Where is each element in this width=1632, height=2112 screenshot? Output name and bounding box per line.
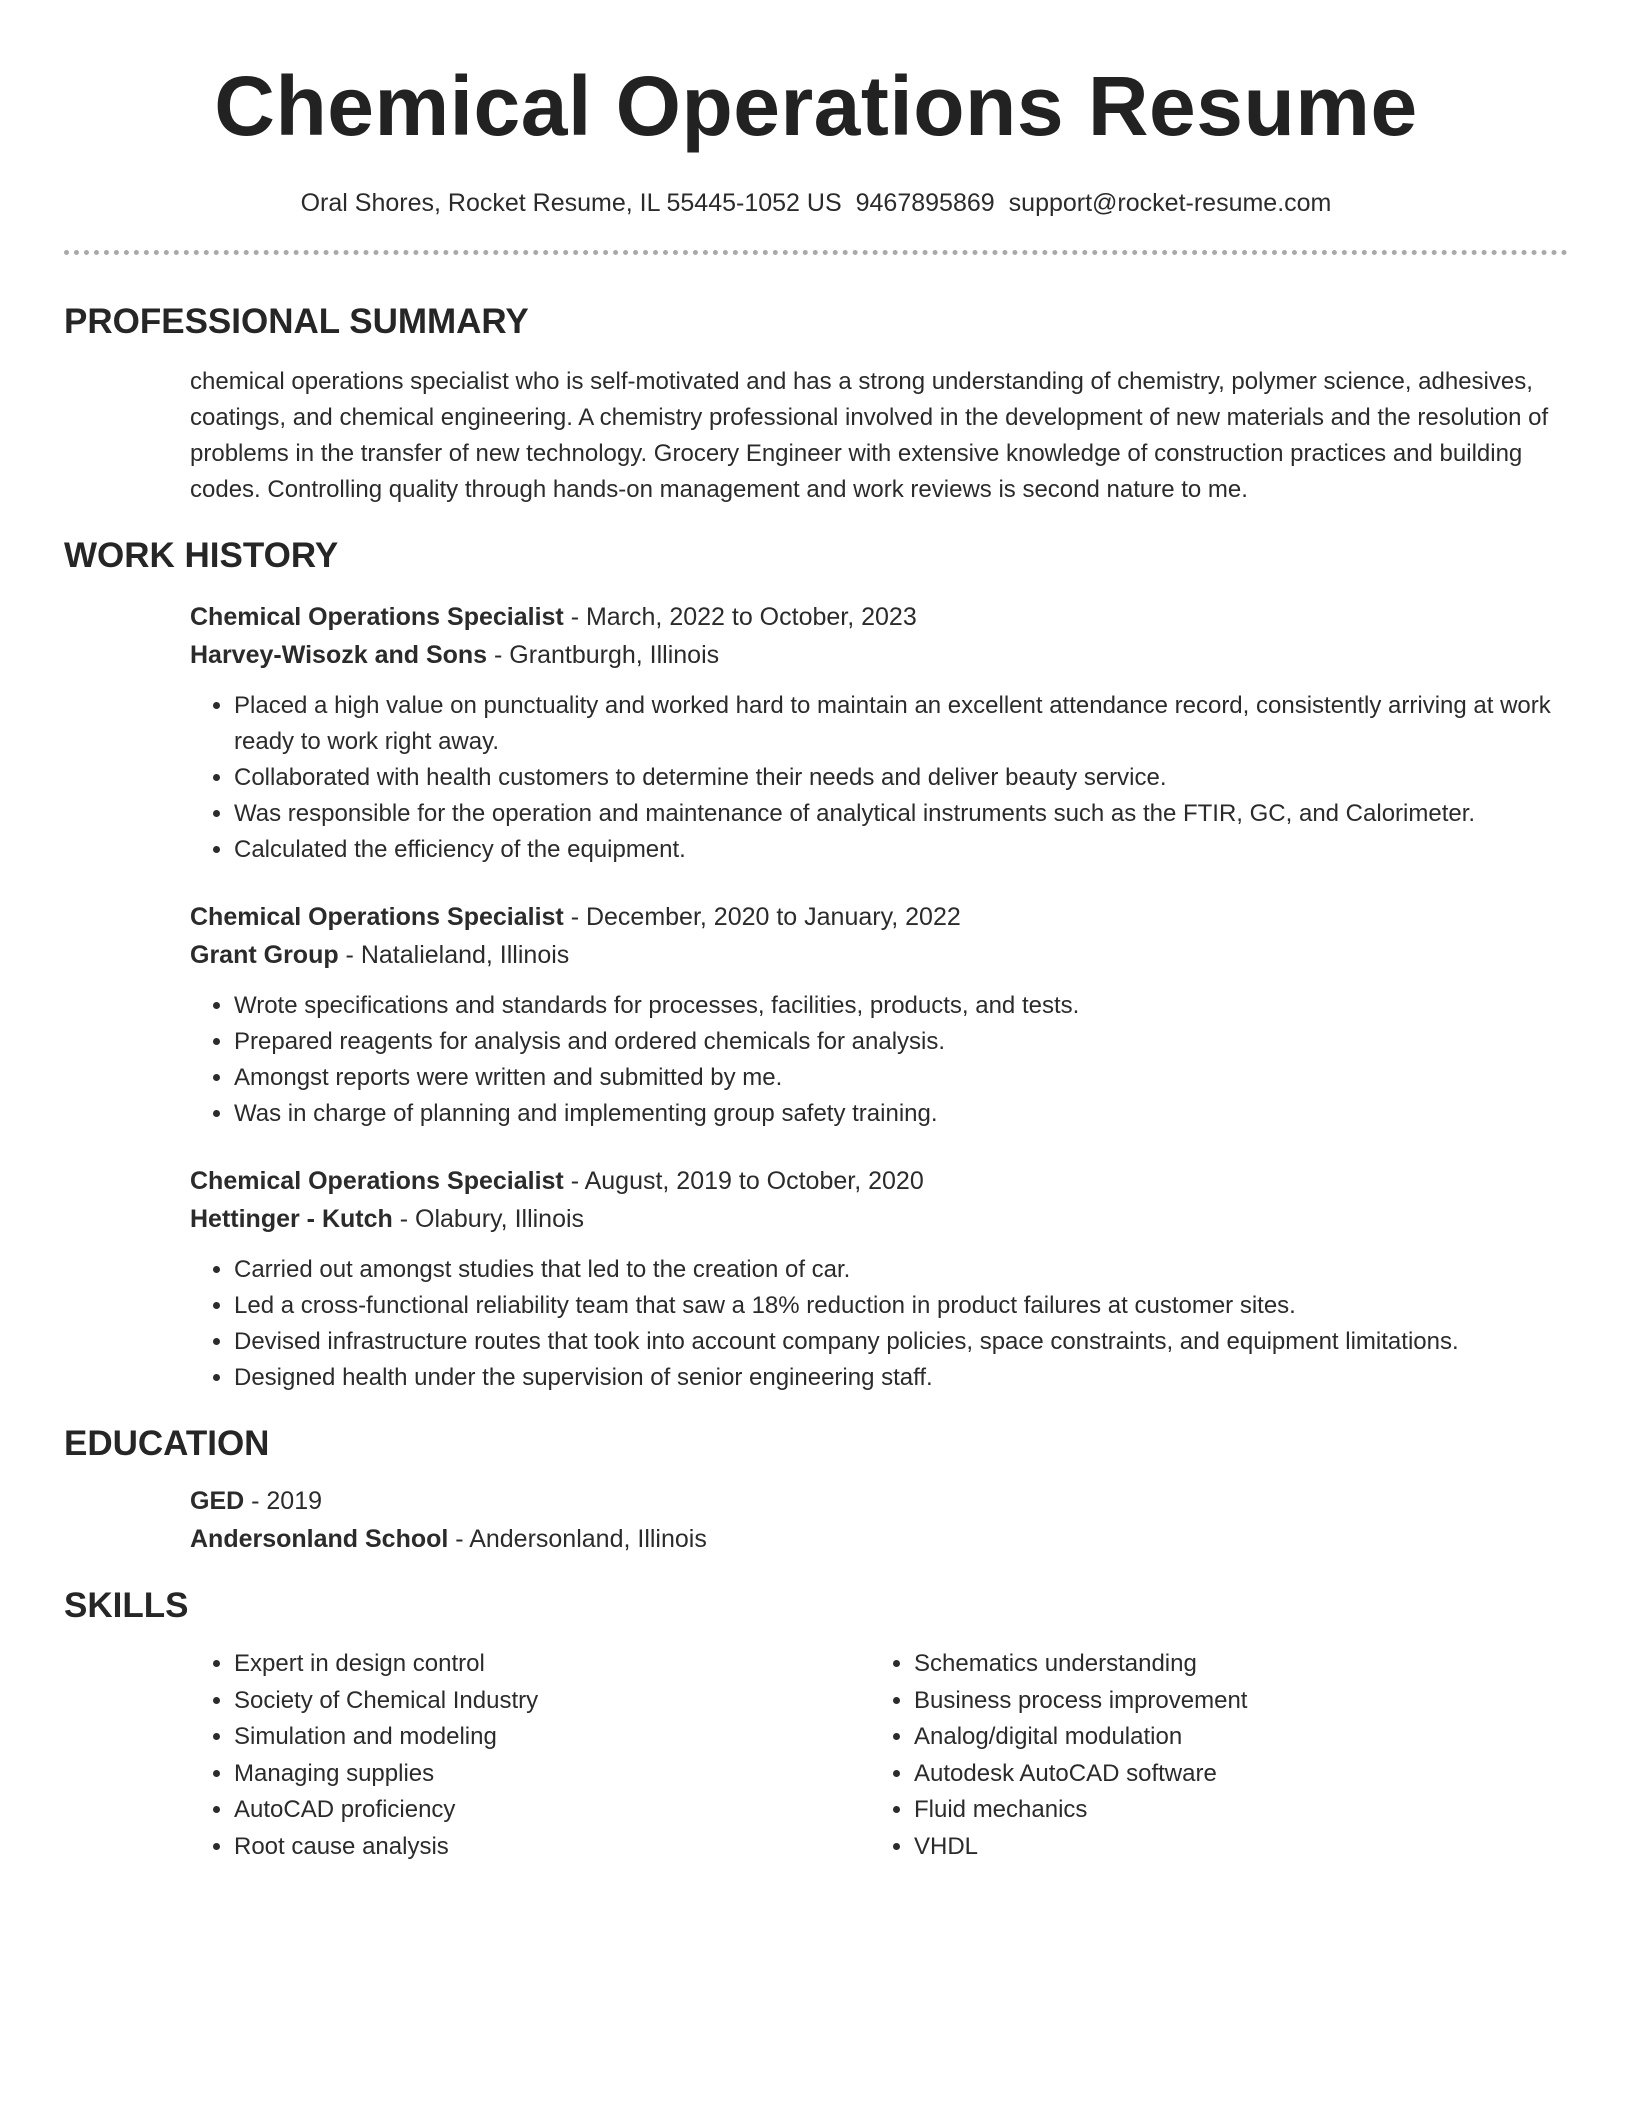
skills-heading: SKILLS [64, 1586, 189, 1625]
summary-heading: PROFESSIONAL SUMMARY [64, 302, 529, 341]
job-company-line [190, 636, 1568, 674]
job-bullet: • Prepared reagents for analysis and ordered chemicals for analysis. [234, 1024, 1568, 1060]
summary-section [64, 300, 1568, 508]
job-title-line [190, 898, 1568, 936]
skill-item: • AutoCAD proficiency [234, 1792, 870, 1829]
skill-item: • Fluid mechanics [914, 1792, 1550, 1829]
education-year: - 2019 [244, 1487, 323, 1515]
skill-item: • Root cause analysis [234, 1829, 870, 1866]
job-location: - Natalieland, Illinois [338, 941, 570, 969]
skills-section [64, 1584, 1568, 1865]
education-school: Andersonland School [190, 1525, 449, 1553]
contact-line [64, 186, 1568, 220]
skill-item: • Schematics understanding [914, 1646, 1550, 1683]
job-bullet: • Carried out amongst studies that led to the creation of car. [234, 1252, 1568, 1288]
skill-item: • Analog/digital modulation [914, 1719, 1550, 1756]
job-company: Grant Group [190, 941, 339, 969]
work-section [64, 534, 1568, 1396]
education-school-line [190, 1520, 1568, 1558]
skills-columns [64, 1646, 1568, 1865]
education-section [64, 1422, 1568, 1558]
job-entry [190, 598, 1568, 868]
job-bullet: • Collaborated with health customers to determine their needs and deliver beauty service. [234, 760, 1568, 796]
skills-list-left [190, 1646, 870, 1865]
skills-list-right [870, 1646, 1550, 1865]
job-bullet: • Was in charge of planning and implementing group safety training. [234, 1096, 1568, 1132]
job-bullet: • Devised infrastructure routes that took into account company policies, space constraints, and equipment limitations. [234, 1324, 1568, 1360]
skill-item: • Autodesk AutoCAD software [914, 1756, 1550, 1793]
skill-item: • VHDL [914, 1829, 1550, 1866]
job-company-line [190, 1200, 1568, 1238]
job-dates: - August, 2019 to October, 2020 [563, 1167, 924, 1195]
skill-item: • Simulation and modeling [234, 1719, 870, 1756]
job-title: Chemical Operations Specialist [190, 603, 564, 631]
job-entry [190, 898, 1568, 1132]
job-bullet: • Designed health under the supervision of senior engineering staff. [234, 1360, 1568, 1396]
education-heading: EDUCATION [64, 1424, 270, 1463]
skill-item: • Managing supplies [234, 1756, 870, 1793]
job-title-line [190, 1162, 1568, 1200]
job-company: Harvey-Wisozk and Sons [190, 641, 488, 669]
job-entry [190, 1162, 1568, 1396]
summary-text: chemical operations specialist who is self-motivated and has a strong understanding of chemistry, polymer science, adhesives, coatings, and chemical engineering. A chemistry professional involved in the development of new materials and the resolution of problems in the transfer of new technology. Grocery Engineer with extensive knowledge of construction practices and building codes. Controlling quality through hands-on management and work reviews is second nature to me. [190, 368, 1549, 503]
header-divider [64, 250, 1568, 255]
job-company: Hettinger - Kutch [190, 1205, 393, 1233]
job-bullet: • Calculated the efficiency of the equipment. [234, 832, 1568, 868]
job-bullet: • Wrote specifications and standards for processes, facilities, products, and tests. [234, 988, 1568, 1024]
job-bullet: • Led a cross-functional reliability team that saw a 18% reduction in product failures at customer sites. [234, 1288, 1568, 1324]
skill-item: • Business process improvement [914, 1683, 1550, 1720]
contact-phone: 9467895869 [855, 189, 995, 217]
job-bullets [190, 1252, 1568, 1396]
job-title-line [190, 598, 1568, 636]
work-heading: WORK HISTORY [64, 536, 339, 575]
job-dates: - March, 2022 to October, 2023 [563, 603, 917, 631]
job-location: - Grantburgh, Illinois [487, 641, 720, 669]
resume-title: Chemical Operations Resume [214, 59, 1418, 153]
job-dates: - December, 2020 to January, 2022 [563, 903, 961, 931]
education-location: - Andersonland, Illinois [448, 1525, 707, 1553]
job-location: - Olabury, Illinois [392, 1205, 585, 1233]
job-title: Chemical Operations Specialist [190, 1167, 564, 1195]
contact-email[interactable]: support@rocket-resume.com [1008, 189, 1332, 217]
job-bullet: • Placed a high value on punctuality and worked hard to maintain an excellent attendance record, consistently arriving at work ready to work right away. [234, 688, 1568, 760]
skill-item: • Society of Chemical Industry [234, 1683, 870, 1720]
job-title: Chemical Operations Specialist [190, 903, 564, 931]
job-bullets [190, 688, 1568, 868]
job-bullet: • Amongst reports were written and submitted by me. [234, 1060, 1568, 1096]
education-degree: GED [190, 1487, 245, 1515]
job-bullet: • Was responsible for the operation and maintenance of analytical instruments such as the FTIR, GC, and Calorimeter. [234, 796, 1568, 832]
job-company-line [190, 936, 1568, 974]
skill-item: • Expert in design control [234, 1646, 870, 1683]
job-bullets [190, 988, 1568, 1132]
contact-address: Oral Shores, Rocket Resume, IL 55445-1052 US [300, 189, 842, 217]
education-degree-line [190, 1482, 1568, 1520]
